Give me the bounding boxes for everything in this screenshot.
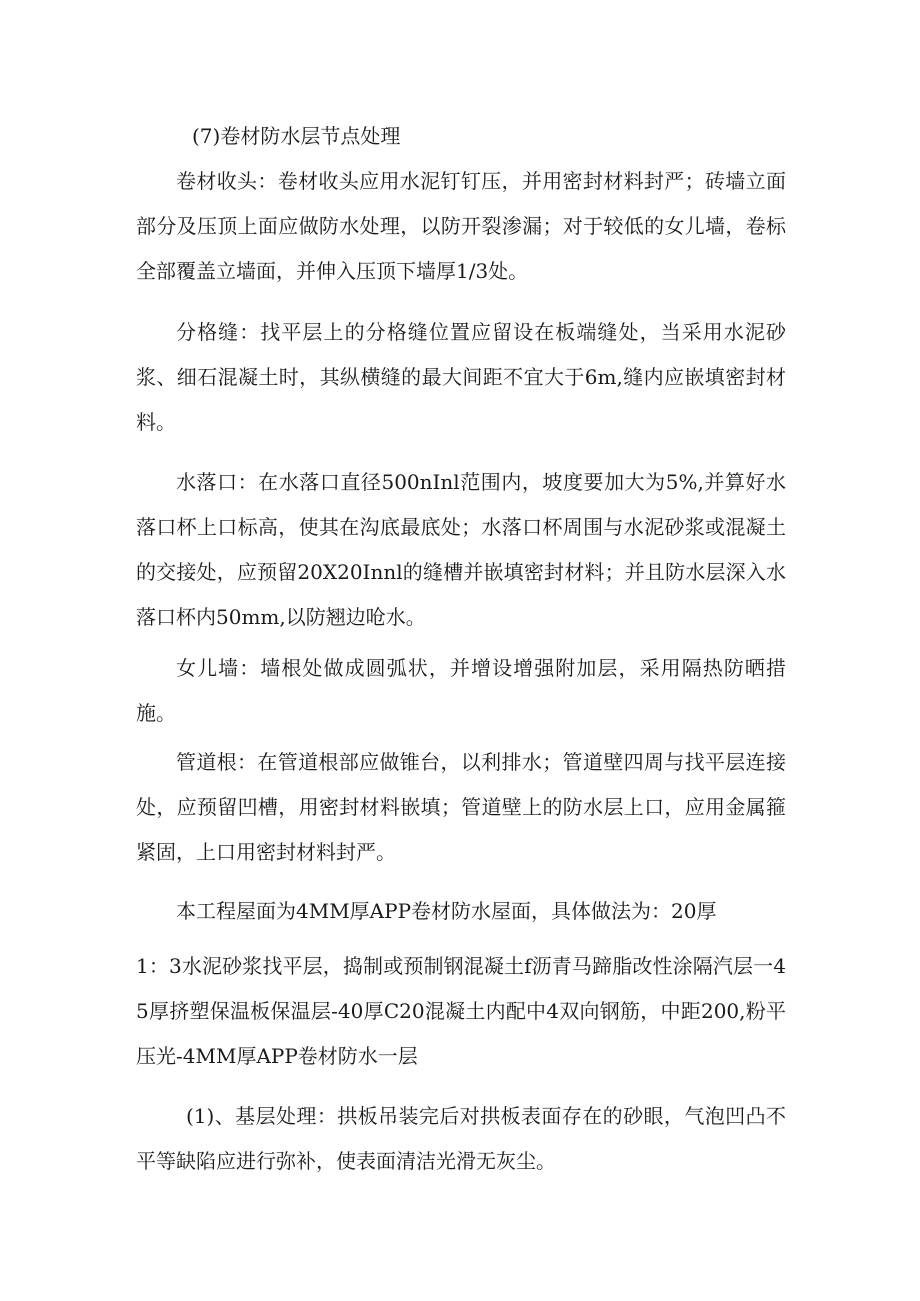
paragraph-pipe-root: 管道根：在管道根部应做锥台，以利排水；管道壁四周与找平层连接处，应预留凹槽，用密封材料嵌填；管道壁上的防水层上口，应用金属箍紧固，上口用密封材料封严。 — [136, 750, 786, 864]
paragraph-roll-edge: 卷材收头：卷材收头应用水泥钉钉压，并用密封材料封严；砖墙立面部分及压顶上面应做防水处理，以防开裂渗漏；对于较低的女儿墙，卷标全部覆盖立墙面，并伸入压顶下墙厚1/3处。 — [136, 169, 786, 283]
paragraph-roof-spec-intro: 本工程屋面为4MM厚APP卷材防水屋面，具体做法为：20厚 — [176, 899, 717, 923]
paragraph-parapet: 女儿墙：墙根处做成圆弧状，并增设增强附加层，采用隔热防晒措施。 — [136, 656, 786, 725]
paragraph-dividing-joint: 分格缝：找平层上的分格缝位置应留设在板端缝处，当采用水泥砂浆、细石混凝土时，其纵横缝的最大间距不宜大于6m,缝内应嵌填密封材料。 — [136, 320, 786, 434]
paragraph-base-treatment: (1)、基层处理：拱板吊装完后对拱板表面存在的砂眼，气泡凹凸不平等缺陷应进行弥补，使表面清洁光滑无灰尘。 — [136, 1104, 786, 1173]
paragraph-drain-outlet: 水落口：在水落口直径500nInl范围内，坡度要加大为5%,并算好水落口杯上口标高，使其在沟底最底处；水落口杯周围与水泥砂浆或混凝土的交接处，应预留20X20Innl的缝槽并嵌填密封材料；并且防水层深入水落口杯内50mm,以防翘边呛水。 — [136, 470, 786, 629]
paragraph-roof-spec-layers: 1：3水泥砂浆找平层，捣制或预制钢混凝土f沥青马蹄脂改性涂隔汽层一45厚挤塑保温板保温层-40厚C20混凝土内配中4双向钢筋，中距200,粉平压光-4MM厚APP卷材防水一层 — [136, 954, 786, 1068]
section-heading: (7)卷材防水层节点处理 — [192, 124, 401, 148]
